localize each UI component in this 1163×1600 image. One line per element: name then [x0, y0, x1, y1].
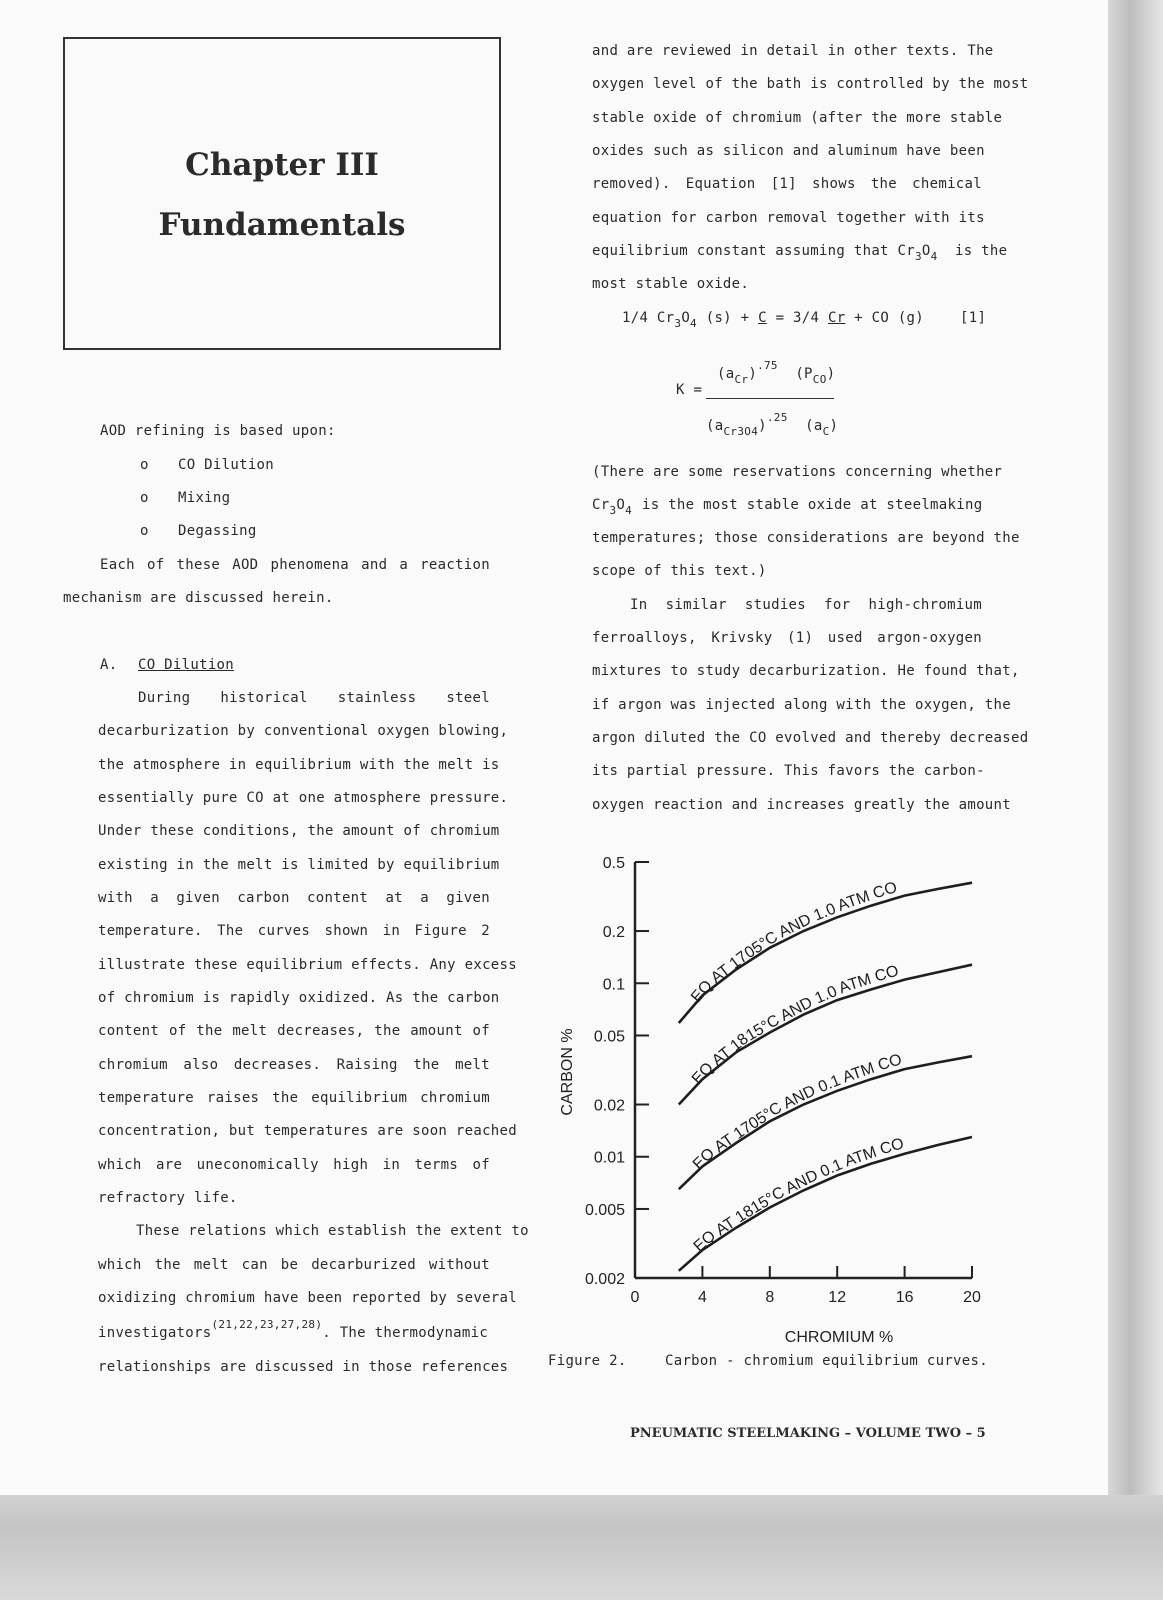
- y-tick-label: 0.005: [584, 1201, 625, 1219]
- chapter-subtitle: Fundamentals: [158, 207, 406, 243]
- subscript: 3: [674, 317, 682, 330]
- series-line: [679, 1137, 972, 1271]
- x-tick-label: 4: [697, 1289, 707, 1306]
- bullet-item: Degassing: [178, 523, 257, 539]
- chart-ticks: [585, 855, 981, 1306]
- bullet-item: Mixing: [178, 490, 231, 506]
- scanner-bottom-strip: [0, 1495, 1163, 1600]
- subscript: 4: [930, 250, 938, 263]
- paragraph-line: temperature raises the equilibrium chromium: [98, 1090, 490, 1106]
- x-axis-label: CHROMIUM %: [784, 1329, 894, 1346]
- series-label: EQ AT 1705°C AND 0.1 ATM CO: [689, 1051, 904, 1174]
- paragraph-line: In similar studies for high-chromium: [630, 597, 982, 613]
- figure-caption-text: Carbon - chromium equilibrium curves.: [665, 1353, 988, 1369]
- equation-1: [622, 310, 925, 330]
- equation-number: [1]: [960, 310, 987, 326]
- paragraph-line: temperature. The curves shown in Figure 2: [98, 923, 490, 939]
- paragraph-line: removed). Equation [1] shows the chemical: [592, 176, 982, 192]
- text-run: O: [921, 243, 931, 259]
- section-heading: CO Dilution: [138, 657, 235, 673]
- paragraph-line: [592, 243, 938, 263]
- paragraph-line: essentially pure CO at one atmosphere pressure.: [98, 790, 509, 806]
- subscript: CO: [812, 373, 827, 386]
- k-term: ): [829, 418, 839, 434]
- text-run: Cr: [592, 497, 610, 513]
- text-run: equilibrium constant assuming that Cr: [592, 243, 915, 259]
- equation-term: = 3/4: [775, 310, 820, 326]
- x-tick-label: 12: [828, 1289, 847, 1306]
- series-label: EQ AT 1815°C AND 0.1 ATM CO: [690, 1135, 906, 1256]
- running-footer: PNEUMATIC STEELMAKING – VOLUME TWO – 5: [630, 1426, 986, 1441]
- superscript: .75: [757, 359, 778, 372]
- paragraph-line: which are uneconomically high in terms of: [98, 1157, 490, 1173]
- k-term: ): [826, 366, 836, 382]
- citation-refs: (21,22,23,27,28): [211, 1318, 323, 1331]
- y-tick-label: 0.5: [602, 855, 625, 872]
- subscript: 4: [625, 504, 633, 517]
- paragraph-line: mechanism are discussed herein.: [63, 590, 334, 606]
- paragraph-line: illustrate these equilibrium effects. Any excess: [98, 957, 517, 973]
- y-tick-label: 0.02: [593, 1097, 625, 1115]
- bullet-mark: o: [140, 490, 149, 506]
- equation-term: O: [681, 310, 691, 326]
- y-tick-label: 0.01: [593, 1149, 625, 1167]
- x-tick-label: 20: [963, 1289, 981, 1306]
- intro-line: AOD refining is based upon:: [100, 423, 336, 439]
- paragraph-line: content of the melt decreases, the amount of: [98, 1023, 490, 1039]
- equation-term: Cr: [827, 310, 846, 326]
- equation-term: C: [758, 310, 767, 326]
- subscript: Cr: [723, 425, 738, 438]
- paragraph-line: of chromium is rapidly oxidized. As the carbon: [98, 990, 500, 1006]
- chart-series: [679, 874, 982, 1271]
- book-spine-shadow: [1108, 0, 1163, 1495]
- paragraph-line: During historical stainless steel: [138, 690, 490, 706]
- paragraph-line: temperatures; those considerations are beyond the: [592, 530, 1020, 546]
- y-axis-label: CARBON %: [559, 1028, 576, 1116]
- subscript: O: [744, 425, 752, 438]
- chapter-heading-box: [63, 37, 501, 350]
- paragraph-line: and are reviewed in detail in other texts. The: [592, 43, 994, 59]
- carbon-chromium-chart: [545, 850, 1005, 1360]
- x-tick-label: 8: [765, 1289, 775, 1306]
- bullet-item: CO Dilution: [178, 457, 275, 473]
- series-label: EQ AT 1815°C AND 1.0 ATM CO: [688, 962, 901, 1088]
- paragraph-line: chromium also decreases. Raising the melt: [98, 1057, 490, 1073]
- subscript: 4: [690, 317, 697, 330]
- x-tick-label: 16: [895, 1289, 914, 1306]
- k-term: ): [748, 366, 758, 382]
- text-run: . The thermodynamic: [322, 1325, 489, 1341]
- chapter-title: Chapter III: [185, 147, 379, 183]
- k-denominator: [706, 411, 839, 438]
- paragraph-line: existing in the melt is limited by equilibrium: [98, 857, 500, 873]
- subscript: 3: [609, 504, 617, 517]
- paragraph-line: argon diluted the CO evolved and thereby decreased: [592, 730, 1029, 746]
- k-term: (P: [795, 366, 813, 382]
- text-run: investigators: [98, 1325, 212, 1341]
- paragraph-line: oxygen level of the bath is controlled by the most: [592, 76, 1029, 92]
- subscript: C: [822, 425, 830, 438]
- paragraph-line: refractory life.: [98, 1190, 238, 1206]
- paragraph-line: ferroalloys, Krivsky (1) used argon-oxygen: [592, 630, 982, 646]
- paragraph-line: equation for carbon removal together with its: [592, 210, 985, 226]
- x-tick-label: 0: [630, 1289, 640, 1306]
- figure-caption-label: Figure 2.: [548, 1353, 627, 1369]
- paragraph-line: stable oxide of chromium (after the more stable: [592, 110, 1003, 126]
- y-tick-label: 0.05: [593, 1028, 625, 1046]
- paragraph-line-end: is the: [955, 243, 1008, 259]
- equation-term: (s) +: [705, 310, 750, 326]
- paragraph-line: relationships are discussed in those references: [98, 1359, 509, 1375]
- paragraph-line: if argon was injected along with the oxygen, the: [592, 697, 1011, 713]
- k-term: (a: [805, 418, 823, 434]
- subscript: 3: [914, 250, 922, 263]
- paragraph-line: [98, 1318, 489, 1341]
- k-label: K =: [676, 382, 703, 398]
- equation-term: + CO (g): [854, 310, 925, 326]
- paragraph-line: which the melt can be decarburized without: [98, 1257, 490, 1273]
- paragraph-line: These relations which establish the extent to: [136, 1223, 529, 1239]
- section-letter: A.: [100, 657, 118, 673]
- paragraph-line: oxides such as silicon and aluminum have been: [592, 143, 985, 159]
- paragraph-line: with a given carbon content at a given: [98, 890, 490, 906]
- series-label: EQ AT 1705°C AND 1.0 ATM CO: [688, 879, 900, 1006]
- text-run: O: [616, 497, 626, 513]
- equation-term: 1/4 Cr: [622, 310, 675, 326]
- superscript: .25: [766, 411, 788, 424]
- paragraph-line: oxidizing chromium have been reported by several: [98, 1290, 517, 1306]
- paragraph-line: oxygen reaction and increases greatly the amount: [592, 797, 1011, 813]
- bullet-mark: o: [140, 457, 149, 473]
- subscript: Cr: [734, 373, 749, 386]
- paragraph-line: most stable oxide.: [592, 276, 750, 292]
- paragraph-line: Each of these AOD phenomena and a reaction: [100, 557, 490, 573]
- k-term: ): [758, 418, 767, 434]
- bullet-mark: o: [140, 523, 149, 539]
- paragraph-line: the atmosphere in equilibrium with the melt is: [98, 757, 500, 773]
- paragraph-line: decarburization by conventional oxygen blowing,: [98, 723, 509, 739]
- y-tick-label: 0.002: [584, 1271, 625, 1288]
- fraction-bar: [706, 398, 834, 399]
- paragraph-line: its partial pressure. This favors the carbon-: [592, 763, 985, 779]
- paragraph-line: is the most stable oxide at steelmaking: [642, 497, 983, 513]
- subscript: 3: [737, 425, 745, 438]
- k-term: (a: [706, 418, 724, 434]
- paragraph-line: mixtures to study decarburization. He found that,: [592, 663, 1020, 679]
- y-tick-label: 0.1: [602, 976, 625, 994]
- paragraph-line: concentration, but temperatures are soon reached: [98, 1123, 517, 1139]
- paragraph-line: Under these conditions, the amount of chromium: [98, 823, 500, 839]
- k-term: (a: [717, 366, 735, 382]
- y-tick-label: 0.2: [602, 924, 625, 942]
- paragraph-line: (There are some reservations concerning whether: [592, 464, 1003, 480]
- paragraph-line: [592, 497, 633, 517]
- paragraph-line: scope of this text.): [592, 563, 767, 579]
- k-numerator: [717, 359, 836, 386]
- subscript: 4: [751, 425, 759, 438]
